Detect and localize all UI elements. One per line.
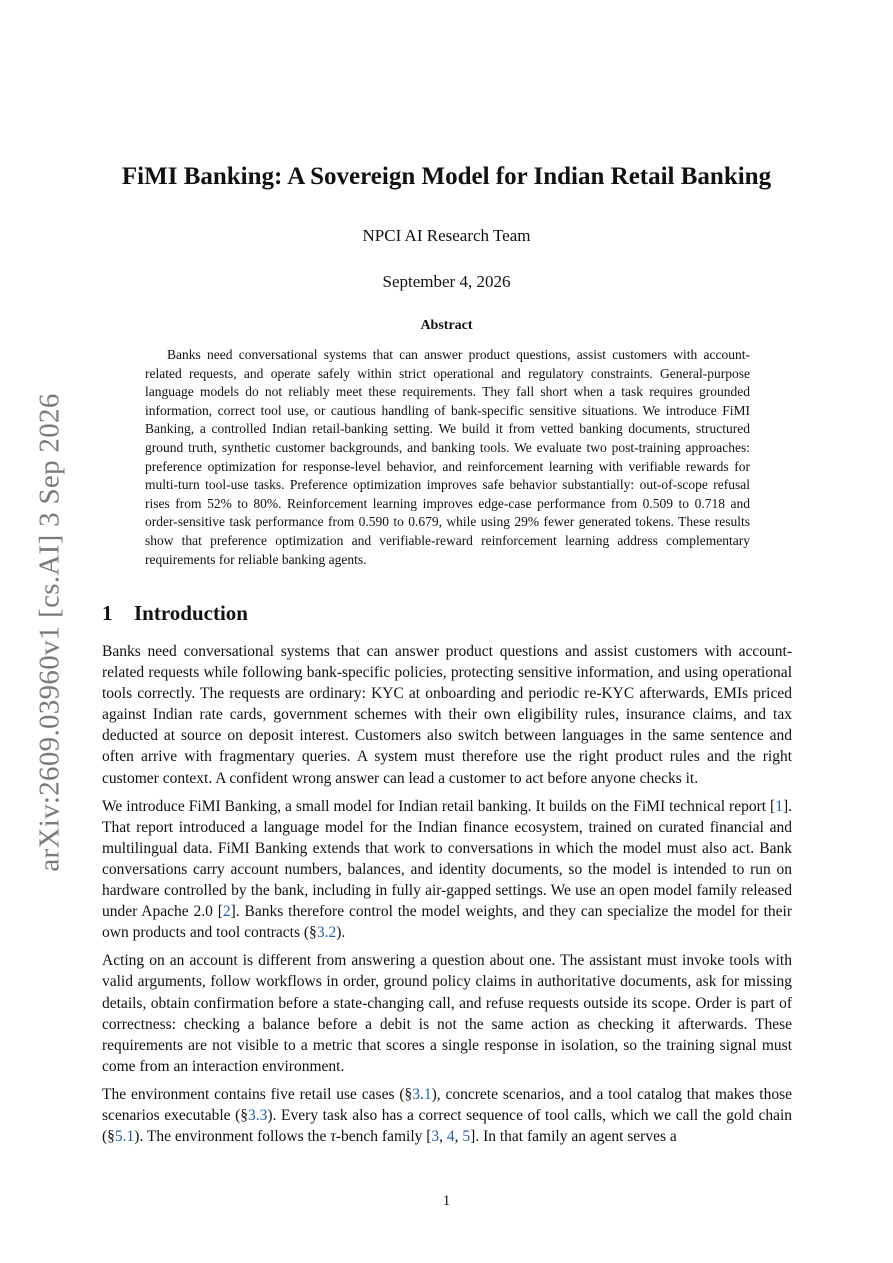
section-ref-link[interactable]: 5.1 xyxy=(114,1128,135,1146)
paragraph-text: ), concrete scenarios, and a tool catalog that makes those scenarios executable (§ xyxy=(102,1085,792,1124)
section-heading-introduction xyxy=(102,599,248,627)
section-number: 1 xyxy=(102,601,113,625)
paragraph-text: ). Every task also has a correct sequence of tool calls, which we call the gold chain (§ xyxy=(102,1106,793,1146)
page-number: 1 xyxy=(442,1193,451,1209)
section-ref-link[interactable]: 3.3 xyxy=(248,1106,268,1124)
paragraph-3: Acting on an account is different from answering a question about one. The assistant must invoke tools with valid arguments, follow workflows in order, ground policy claims in authoritative documents, ask for missing details, obtain confirmation before a state-changing call, and refuse requests outside its scope. Order is part of correctness: checking a balance before a debit is not the same action as checking it afterwards. These requirements are not visible to a metric that scores a single response in isolation, so the training signal must come from an interaction environment. xyxy=(102,952,792,1075)
paper-date: September 4, 2026 xyxy=(382,272,511,291)
arxiv-identifier: arXiv:2609.03960v1 [cs.AI] 3 Sep 2026 xyxy=(33,392,66,872)
arxiv-sidebar-stamp xyxy=(30,382,70,882)
paragraph-text: ]. That report introduced a language model for the Indian finance ecosystem, trained on curated financial and multilingual data. FiMI Banking extends that work to conversations in which the model must also act. Bank conversations carry account numbers, balances, and identity documents, so the model is intended to run on hardware controlled by the bank, including in fully air-gapped settings. We use an open model family released under Apache 2.0 [ xyxy=(102,797,792,921)
citation-link[interactable]: 5 xyxy=(462,1128,471,1146)
citation-link[interactable]: 1 xyxy=(775,797,783,815)
paragraph-text: The environment contains five retail use cases (§ xyxy=(102,1085,413,1103)
paragraph-text: -bench family [ xyxy=(335,1128,432,1146)
introduction-body xyxy=(102,641,792,1154)
citation-link[interactable]: 3 xyxy=(431,1128,440,1146)
paper-title: FiMI Banking: A Sovereign Model for Indian Retail Banking xyxy=(121,163,772,190)
citation-link[interactable]: 4 xyxy=(446,1128,455,1146)
citation-link[interactable]: 2 xyxy=(222,903,231,921)
abstract-heading: Abstract xyxy=(420,318,473,333)
paper-author: NPCI AI Research Team xyxy=(362,226,531,245)
paragraph-text: We introduce FiMI Banking, a small model for Indian retail banking. It builds on the FiMI technical report [ xyxy=(102,797,776,815)
tau-symbol: τ xyxy=(330,1128,336,1146)
paragraph-1: Banks need conversational systems that can answer product questions and assist customers with account-related requests while following bank-specific policies, protecting sensitive information, and using operational tools correctly. The requests are ordinary: KYC at onboarding and periodic re-KYC afterwards, EMIs priced against Indian rate cards, government schemes with their own eligibility rules, insurance claims, and tax deducted at source on deposit interest. Customers also switch between languages in the same sentence and often arrive with fragmentary queries. A system must therefore use the right product rules and the right customer context. A confident wrong answer can lead a customer to act before anyone checks it. xyxy=(102,643,792,787)
paragraph-text: ). xyxy=(336,924,346,942)
section-title: Introduction xyxy=(134,601,248,625)
section-ref-link[interactable]: 3.1 xyxy=(412,1085,432,1103)
abstract-text: Banks need conversational systems that can answer product questions, assist customers with account-related requests, and operate safely within strict operational and regulatory constraints. General-purpose language models do not reliably meet these requirements. They fall short when a task requires grounded information, correct tool use, or cautious handling of bank-specific sensitive situations. We introduce FiMI Banking, a controlled Indian retail-banking setting. We build it from vetted banking documents, structured ground truth, synthetic customer backgrounds, and banking tools. We evaluate two post-training approaches: preference optimization for response-level behavior, and reinforcement learning with verifiable rewards for multi-turn tool-use tasks. Preference optimization improves safe behavior substantially: out-of-scope refusal rises from 52% to 80%. Reinforcement learning improves edge-case performance from 0.509 to 0.718 and order-sensitive task performance from 0.590 to 0.679, while using 29% fewer generated tokens. These results show that preference optimization and verifiable-reward reinforcement learning address complementary requirements for reliable banking agents. xyxy=(145,347,750,567)
paragraph-2 xyxy=(102,796,792,944)
paragraph-text: ). The environment follows the xyxy=(134,1128,331,1146)
section-ref-link[interactable]: 3.2 xyxy=(316,924,337,942)
paragraph-text: ]. Banks therefore control the model weights, and they can specialize the model for their own products and tool contracts (§ xyxy=(102,903,792,942)
paragraph-text: , xyxy=(454,1128,463,1146)
paragraph-4 xyxy=(102,1084,792,1147)
paragraph-text: , xyxy=(439,1128,447,1146)
paragraph-text: ]. In that family an agent serves a xyxy=(470,1128,677,1146)
